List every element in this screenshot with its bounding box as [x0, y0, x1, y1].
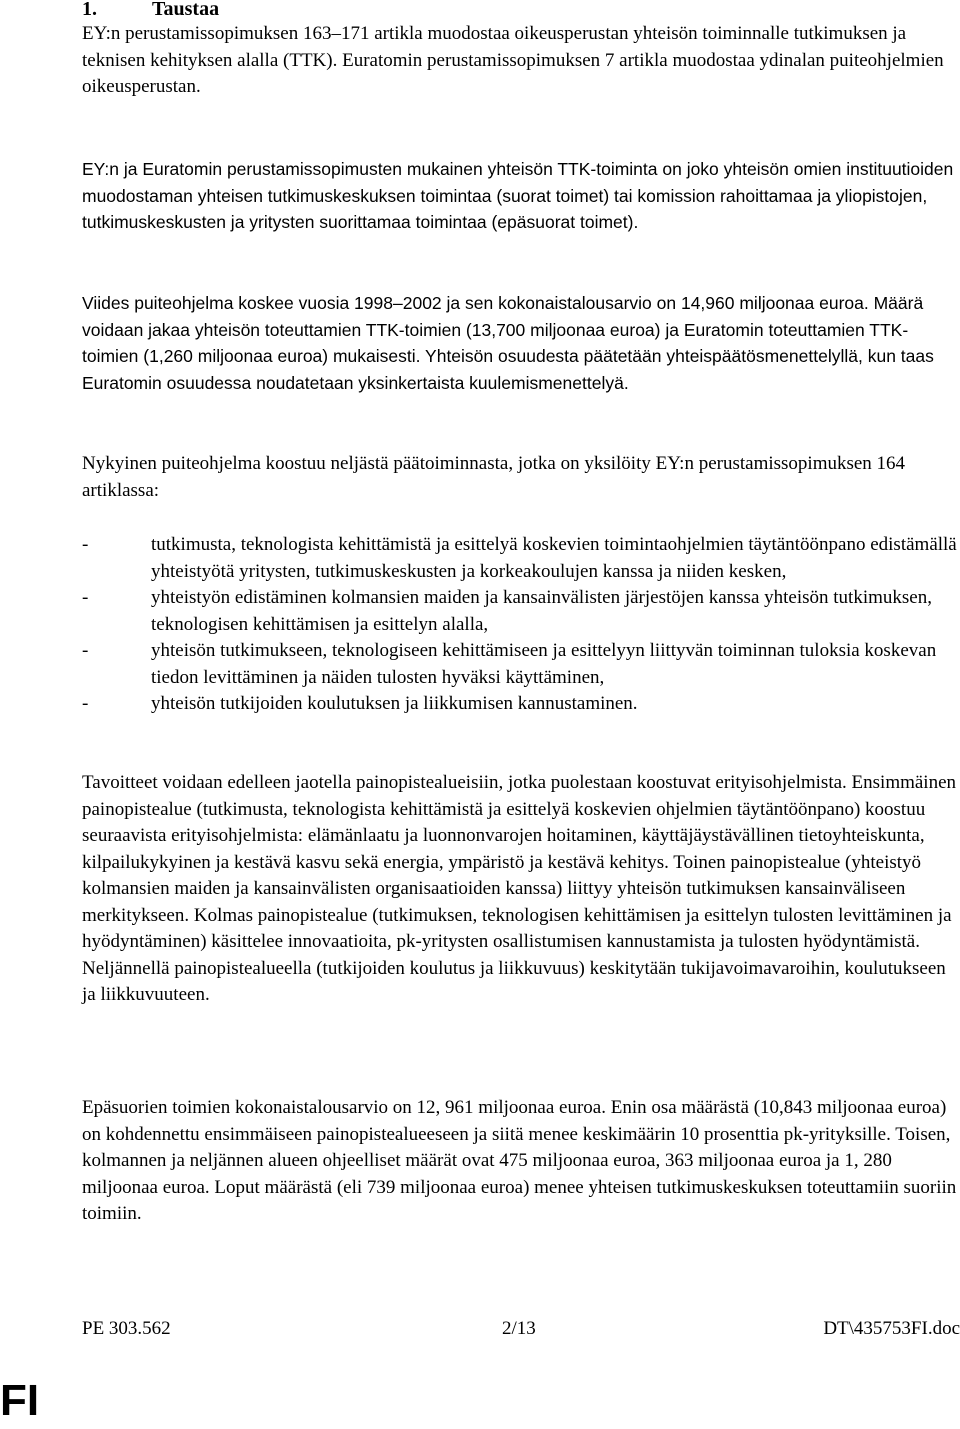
paragraph-ttk-activity: EY:n ja Euratomin perustamissopimusten mukainen yhteisön TTK-toiminta on joko yhteisön omien instituutioiden muodostaman yhteisen tutkimuskeskuksen toimintaa (suorat toimet) tai komission rahoittamaa ja yliopistojen, tutkimuskeskusten ja yritysten suorittamaa toimintaa (epäsuorat toimet).: [82, 159, 954, 232]
paragraph-main-activities: Nykyinen puiteohjelma koostuu neljästä päätoiminnasta, jotka on yksilöity EY:n perustamissopimuksen 164 artiklassa:: [82, 453, 906, 501]
list-marker: -: [82, 587, 89, 608]
footer-file-name: DT\435753FI.doc: [823, 1318, 960, 1339]
list-marker: -: [82, 640, 89, 661]
footer-document-ref: PE 303.562: [82, 1318, 171, 1339]
list-item: [82, 532, 960, 585]
list-item-text: yhteistyön edistäminen kolmansien maiden ja kansainvälisten järjestöjen kanssa yhteisön tutkimuksen, teknologisen kehittämisen ja esittelyn alalla,: [151, 587, 932, 635]
list-item: [82, 585, 960, 638]
list-item-text: tutkimusta, teknologista kehittämistä ja esittelyä koskevien toimintaohjelmien täytäntöönpano edistämällä yhteistyötä yritysten, tutkimuskeskusten ja korkeakoulujen kanssa ja niiden kesken,: [151, 534, 957, 582]
section-title: Taustaa: [152, 0, 220, 20]
section-number: 1.: [82, 0, 97, 20]
language-code: FI: [0, 1376, 40, 1425]
paragraph-priority-areas: Tavoitteet voidaan edelleen jaotella painopistealueisiin, jotka puolestaan koostuvat erityisohjelmista. Ensimmäinen painopistealue (tutkimusta, teknologista kehittämistä ja esittelyä koskevien ohjelmien täytäntöönpano) koostuu seuraavista erityisohjelmista: elämänlaatu ja luonnonvarojen hoitaminen, käyttäjäystävällinen tietoyhteiskunta, kilpailukykyinen ja kestävä kasvu sekä energia, ympäristö ja kestävä kehitys. Toinen painopistealue (yhteistyö kolmansien maiden ja kansainvälisten organisaatioiden kanssa) liittyy yhteisön tutkimuksen kansainväliseen merkitykseen. Kolmas painopistealue (tutkimuksen, teknologisen kehittämisen ja esittelyn tulosten levittäminen ja hyödyntäminen) käsittelee innovaatioita, pk-yritysten osallistumisen kannustamista ja tulosten hyödyntämistä. Neljännellä painopistealueella (tutkijoiden koulutus ja liikkuvuus) keskitytään tukijavoimavaroihin, koulutukseen ja liikkuvuuteen.: [82, 772, 957, 1005]
list-marker: -: [82, 693, 89, 714]
list-marker: -: [82, 534, 89, 555]
paragraph-fifth-framework: Viides puiteohjelma koskee vuosia 1998–2002 ja sen kokonaistalousarvio on 14,960 miljoonaa euroa. Määrä voidaan jakaa yhteisön toteuttamien TTK-toimien (13,700 miljoonaa euroa) ja Euratomin toteuttamien TTK-toimien (1,260 miljoonaa euroa) mukaisesti. Yhteisön osuudesta päätetään yhteispäätösmenettelyllä, kun taas Euratomin osuudessa noudatetaan yksinkertaista kuulemismenettelyä.: [82, 293, 934, 393]
paragraph-indirect-budget: Epäsuorien toimien kokonaistalousarvio on 12, 961 miljoonaa euroa. Enin osa määrästä (10,843 miljoonaa euroa) on kohdennettu ensimmäiseen painopistealueeseen ja siitä menee keskimäärin 10 prosenttia pk-yrityksille. Toisen, kolmannen ja neljännen alueen ohjeelliset määrät ovat 475 miljoonaa euroa, 363 miljoonaa euroa ja 1, 280 miljoonaa euroa. Loput määrästä (eli 739 miljoonaa euroa) menee yhteisen tutkimuskeskuksen toteuttamiin suoriin toimiin.: [82, 1097, 957, 1224]
list-item-text: yhteisön tutkijoiden koulutuksen ja liikkumisen kannustaminen.: [151, 693, 638, 714]
list-item: [82, 638, 960, 691]
activity-list: [82, 532, 960, 718]
footer-page-number: 2/13: [502, 1318, 536, 1339]
list-item: [82, 691, 960, 718]
list-item-text: yhteisön tutkimukseen, teknologiseen kehittämiseen ja esittelyyn liittyvän toiminnan tuloksia koskevan tiedon levittäminen ja näiden tulosten hyväksi käyttäminen,: [151, 640, 937, 688]
page-footer: [82, 1316, 960, 1344]
paragraph-legal-basis: EY:n perustamissopimuksen 163–171 artikla muodostaa oikeusperustan yhteisön toiminnalle tutkimuksen ja teknisen kehityksen alalla (TTK). Euratomin perustamissopimuksen 7 artikla muodostaa ydinalan puiteohjelmien oikeusperustan.: [82, 23, 944, 97]
